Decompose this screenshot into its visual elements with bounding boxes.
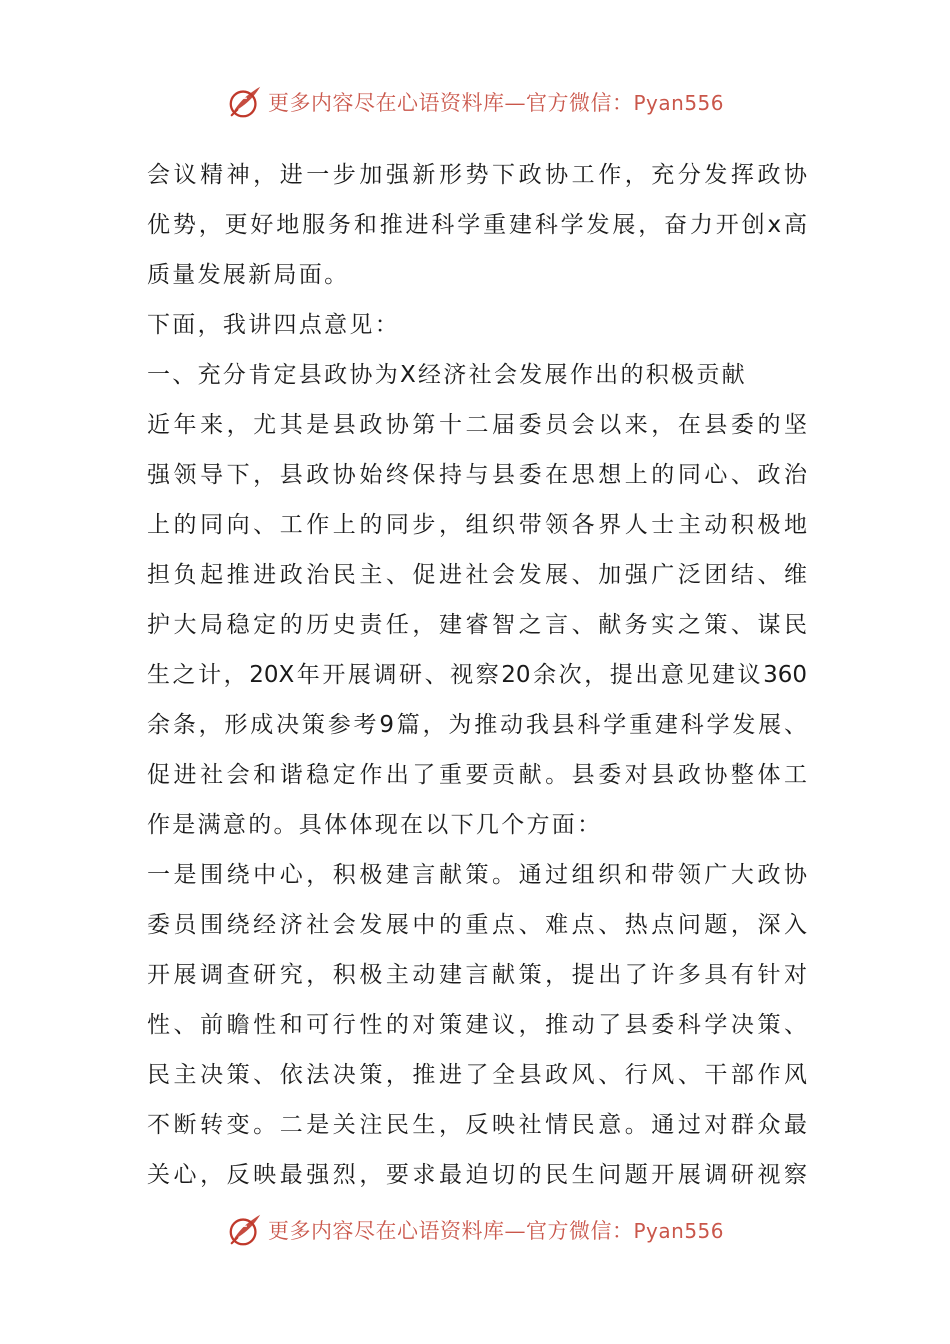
text-line: 质量发展新局面。: [147, 262, 350, 288]
text-line: 关心，反映最强烈，要求最迫切的民生问题开展调研视察: [147, 1162, 807, 1188]
quill-logo-icon: [226, 83, 264, 121]
text-line: 一是围绕中心，积极建言献策。通过组织和带领广大政协: [147, 862, 807, 888]
document-body: [147, 150, 807, 1200]
text-line: 下面，我讲四点意见：: [147, 312, 400, 338]
text-line: 会议精神，进一步加强新形势下政协工作，充分发挥政协: [147, 162, 807, 188]
text-line: 生之计，20X年开展调研、视察20余次，提出意见建议360: [147, 662, 807, 688]
watermark-footer: [0, 1210, 950, 1250]
watermark-text: 更多内容尽在心语资料库—官方微信：Pyan556: [267, 1219, 724, 1243]
text-line: 开展调查研究，积极主动建言献策，提出了许多具有针对: [147, 962, 807, 988]
text-line: 近年来，尤其是县政协第十二届委员会以来，在县委的坚: [147, 412, 807, 438]
text-line: 强领导下，县政协始终保持与县委在思想上的同心、政治: [147, 462, 807, 488]
text-line: 担负起推进政治民主、促进社会发展、加强广泛团结、维: [147, 562, 807, 588]
watermark-header: [0, 82, 950, 122]
watermark-text: 更多内容尽在心语资料库—官方微信：Pyan556: [267, 91, 724, 115]
text-line: 作是满意的。具体体现在以下几个方面：: [147, 812, 603, 838]
text-line: 委员围绕经济社会发展中的重点、难点、热点问题，深入: [147, 912, 807, 938]
text-line: 性、前瞻性和可行性的对策建议，推动了县委科学决策、: [147, 1012, 807, 1038]
text-line: 护大局稳定的历史责任，建睿智之言、献务实之策、谋民: [147, 612, 807, 638]
quill-logo-icon: [226, 1211, 264, 1249]
text-line: 余条，形成决策参考9篇，为推动我县科学重建科学发展、: [147, 712, 807, 738]
text-line: 优势，更好地服务和推进科学重建科学发展，奋力开创x高: [147, 212, 807, 238]
text-line: 上的同向、工作上的同步，组织带领各界人士主动积极地: [147, 512, 807, 538]
text-line: 促进社会和谐稳定作出了重要贡献。县委对县政协整体工: [147, 762, 807, 788]
text-line: 民主决策、依法决策，推进了全县政风、行风、干部作风: [147, 1062, 807, 1088]
text-line: 不断转变。二是关注民生，反映社情民意。通过对群众最: [147, 1112, 807, 1138]
section-heading: 一、充分肯定县政协为X经济社会发展作出的积极贡献: [147, 362, 747, 388]
